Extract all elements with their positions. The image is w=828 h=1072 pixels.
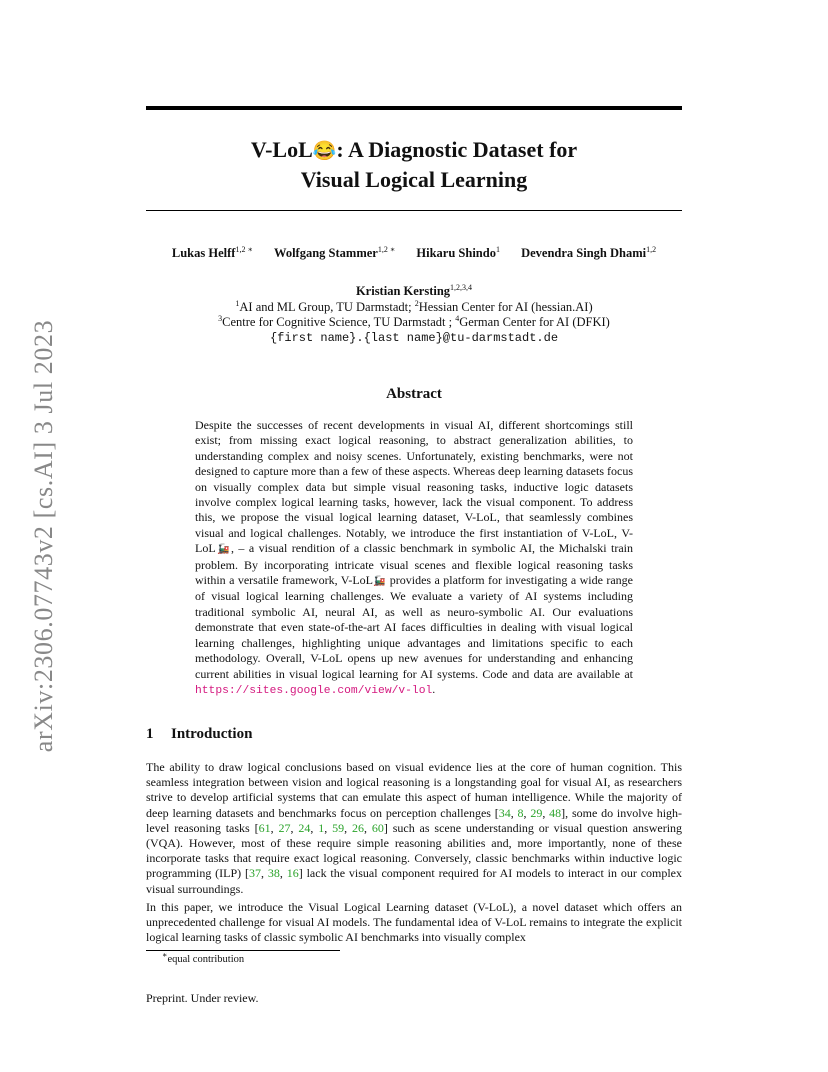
affiliation-line: $^1$AI and ML Group, TU Darmstadt; $^2$Hessian Center for AI (hessian.AI) bbox=[235, 298, 593, 314]
train-icon: 🚂 bbox=[373, 576, 387, 588]
title-bottom-rule bbox=[146, 210, 682, 211]
title-part1: V-LoL bbox=[250, 137, 313, 162]
code-data-link[interactable]: https://sites.google.com/view/v-lol bbox=[195, 684, 433, 697]
section-heading bbox=[146, 726, 682, 743]
author: Hikaru Shindo$^1$ bbox=[416, 244, 500, 260]
author: Lukas Helff$^{1,2 ∗}$ bbox=[171, 244, 253, 260]
citation-link[interactable]: 8 bbox=[517, 805, 524, 820]
citation-link[interactable]: 16 bbox=[286, 866, 299, 881]
citation-link[interactable]: 1 bbox=[318, 820, 325, 835]
citation-link[interactable]: 29 bbox=[530, 805, 543, 820]
intro-paragraph-2: In this paper, we introduce the Visual Logical Learning dataset (V-LoL), a novel dataset which offers an unprecedented challenge for visual AI models. The fundamental idea of V-LoL remains to integrate the explicit logical learning tasks of classic symbolic AI benchmarks into visually complex bbox=[146, 900, 682, 945]
citation-link[interactable]: 24 bbox=[298, 820, 311, 835]
author: Wolfgang Stammer$^{1,2 ∗}$ bbox=[274, 244, 396, 260]
author: Devendra Singh Dhami$^{1,2}$ bbox=[521, 244, 657, 260]
footnote: ∗equal contribution bbox=[162, 950, 245, 965]
arxiv-side-label: arXiv:2306.07743v2 [cs.AI] 3 Jul 2023 bbox=[29, 319, 58, 753]
citation-link[interactable]: 26 bbox=[351, 820, 364, 835]
laughing-emoji-icon: 😂 bbox=[312, 141, 337, 162]
intro-paragraph-1: The ability to draw logical conclusions based on visual evidence lies at the core of human cognition. This seamless integration between vision and logical reasoning is a longstanding goal for visual AI, as researchers strive to develop artificial systems that can emulate this aspect of human intelligence. While the majority of deep learning datasets and benchmarks focus on perception challenges [34, 8, 29, 48], some do involve high-level reasoning tasks [61, 27, 24, 1, 59, 26, 60] such as scene understanding or visual question answering (VQA). However, most of these require simple reasoning abilities and, more importantly, none of these incorporate tasks that require exact logical reasoning. Conversely, classic benchmarks within inductive logic programming (ILP) [37, 38, 16] lack the visual component required for AI models to interact in our complex visual surroundings. bbox=[146, 760, 683, 896]
paper-title bbox=[146, 136, 682, 194]
author: Kristian Kersting$^{1,2,3,4}$ bbox=[355, 282, 473, 298]
citation-link[interactable]: 61 bbox=[258, 820, 271, 835]
citation-link[interactable]: 60 bbox=[371, 820, 384, 835]
section-number: 1 bbox=[146, 726, 154, 742]
abstract-heading: Abstract bbox=[386, 386, 442, 402]
title-top-rule bbox=[146, 106, 682, 110]
affiliation-line: $^3$Centre for Cognitive Science, TU Darmstadt ; $^4$German Center for AI (DFKI) bbox=[218, 313, 610, 329]
title-part2: : A Diagnostic Dataset for bbox=[336, 137, 578, 162]
author-list bbox=[146, 246, 682, 261]
citation-link[interactable]: 37 bbox=[249, 866, 262, 881]
train-icon: 🚂 bbox=[215, 544, 231, 556]
title-line2: Visual Logical Learning bbox=[300, 167, 528, 192]
citation-link[interactable]: 48 bbox=[549, 805, 562, 820]
citation-link[interactable]: 34 bbox=[498, 805, 511, 820]
footnote-rule bbox=[146, 950, 340, 951]
citation-link[interactable]: 38 bbox=[267, 866, 280, 881]
preprint-notice: Preprint. Under review. bbox=[146, 991, 259, 1005]
author-email: {first name}.{last name}@tu-darmstadt.de bbox=[269, 330, 559, 345]
section-title: Introduction bbox=[171, 726, 253, 742]
affiliations bbox=[146, 284, 682, 346]
citation-link[interactable]: 59 bbox=[332, 820, 345, 835]
abstract-text: Despite the successes of recent developments in visual AI, different shortcomings still exist; from missing exact logical reasoning, to abstract generalization abilities, to understanding complex and noisy scenes. Unfortunately, existing benchmarks, were not designed to capture more than a few of these aspects. Whereas deep learning datasets focus on visually complex data but simple visual reasoning tasks, inductive logic datasets involve complex logical learning tasks, however, lack the visual component. To address this, we propose the visual logical learning dataset, V-LoL, that seamlessly combines visual and logical challenges. Notably, we introduce the first instantiation of V-LoL, V-LoL🚂, – a visual rendition of a classic benchmark in symbolic AI, the Michalski train problem. By incorporating intricate visual scenes and flexible logical reasoning tasks within a versatile framework, V-LoL🚂 provides a platform for investigating a wide range of visual logical learning challenges. We evaluate a variety of AI systems including traditional symbolic AI, neural AI, as well as neuro-symbolic AI. Our evaluations demonstrate that even state-of-the-art AI faces difficulties in dealing with visual logical learning challenges, highlighting unique advantages and limitations specific to each methodology. Overall, V-LoL opens up new avenues for understanding and enhancing current abilities in visual logical learning for AI systems. Code and data are available at https://sites.google.com/view/v-lol. bbox=[195, 418, 633, 697]
citation-link[interactable]: 27 bbox=[278, 820, 291, 835]
